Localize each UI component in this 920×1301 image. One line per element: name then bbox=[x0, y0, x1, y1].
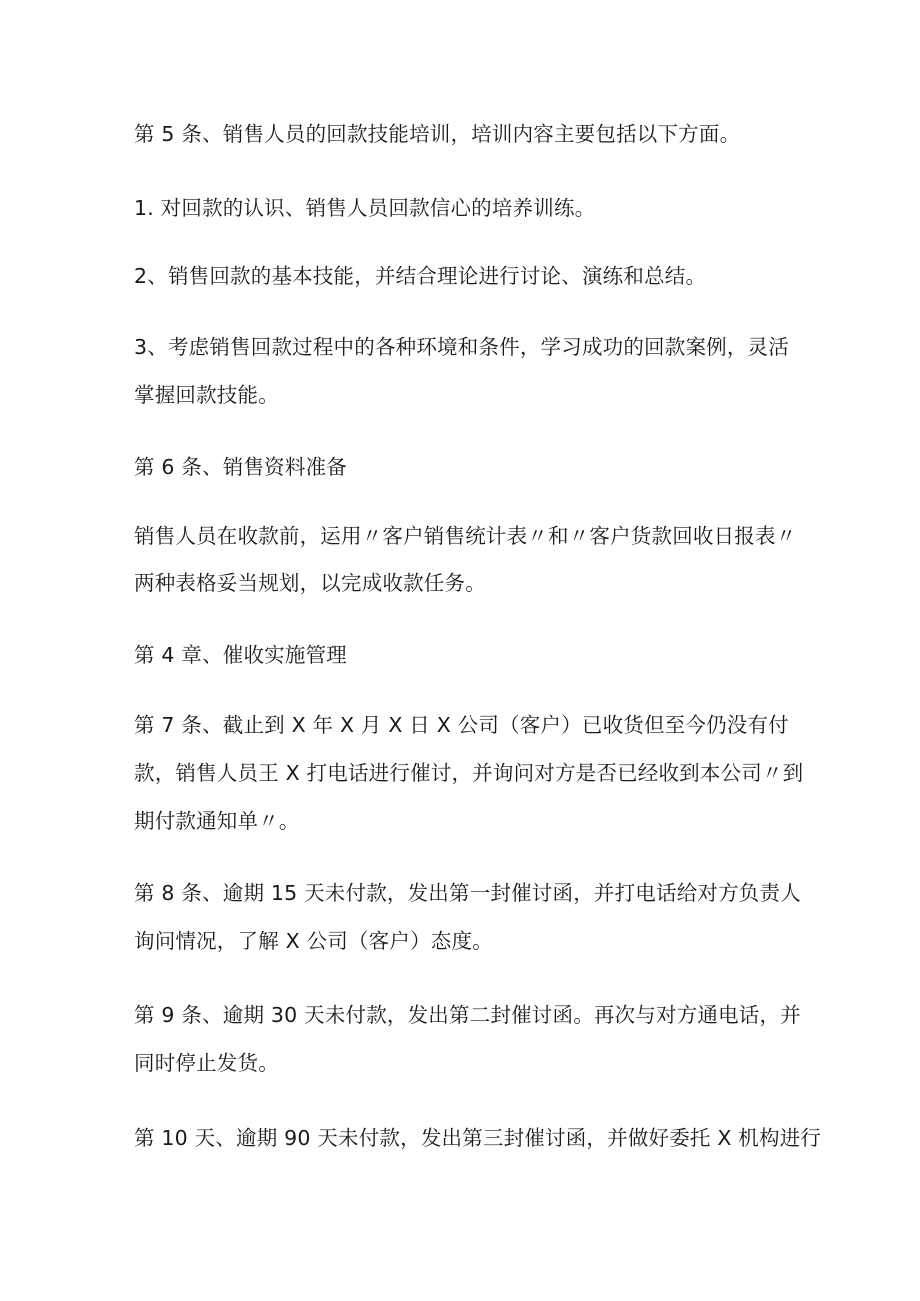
text-line: 同时停止发货。 bbox=[134, 1051, 279, 1075]
text-line: 2、销售回款的基本技能，并结合理论进行讨论、演练和总结。 bbox=[134, 264, 707, 288]
text-line: 第 8 条、逾期 15 天未付款，发出第一封催讨函，并打电话给对方负责人 bbox=[134, 881, 801, 905]
text-line: 1. 对回款的认识、销售人员回款信心的培养训练。 bbox=[134, 196, 596, 220]
text-line: 期付款通知单〃。 bbox=[134, 809, 300, 833]
text-line: 款，销售人员王 X 打电话进行催讨，并询问对方是否已经收到本公司〃到 bbox=[134, 761, 804, 785]
text-line: 第 4 章、催收实施管理 bbox=[134, 643, 347, 667]
text-line: 询问情况，了解 X 公司（客户）态度。 bbox=[134, 929, 493, 953]
text-line: 第 10 天、逾期 90 天未付款，发出第三封催讨函，并做好委托 X 机构进行 bbox=[134, 1126, 822, 1150]
text-line: 第 9 条、逾期 30 天未付款，发出第二封催讨函。再次与对方通电话，并 bbox=[134, 1003, 801, 1027]
text-line: 第 5 条、销售人员的回款技能培训，培训内容主要包括以下方面。 bbox=[134, 122, 741, 146]
text-line: 掌握回款技能。 bbox=[134, 383, 279, 407]
text-line: 第 7 条、截止到 X 年 X 月 X 日 X 公司（客户）已收货但至今仍没有付 bbox=[134, 713, 789, 737]
text-line: 两种表格妥当规划，以完成收款任务。 bbox=[134, 571, 486, 595]
text-line: 销售人员在收款前，运用〃客户销售统计表〃和〃客户货款回收日报表〃 bbox=[134, 524, 797, 548]
text-line: 3、考虑销售回款过程中的各种环境和条件，学习成功的回款案例，灵活 bbox=[134, 335, 789, 359]
text-line: 第 6 条、销售资料准备 bbox=[134, 455, 347, 479]
